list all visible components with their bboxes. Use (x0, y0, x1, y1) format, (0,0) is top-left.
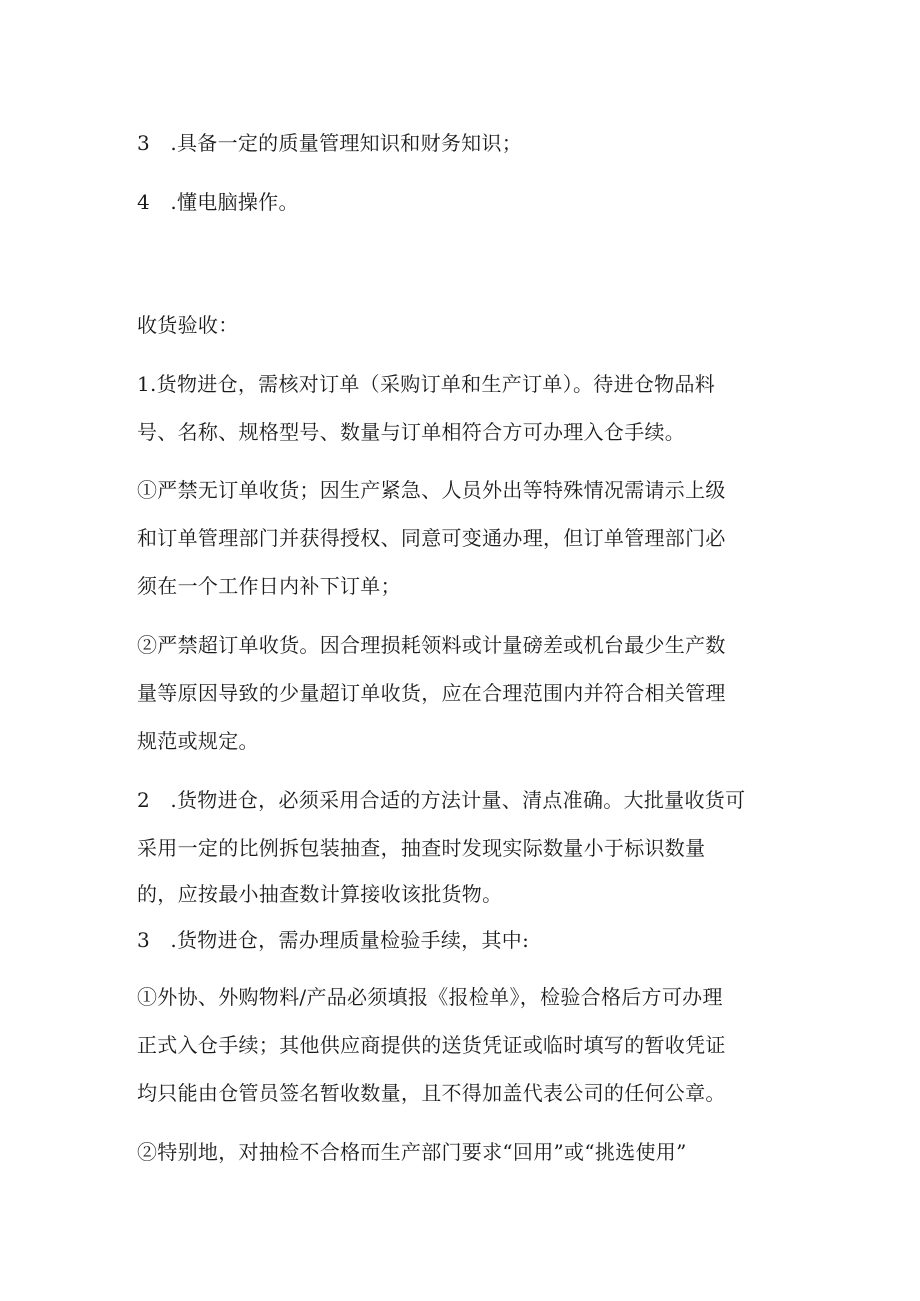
paragraph-3-line-1: 3 .货物进仓，需办理质量检验手续，其中: (137, 928, 530, 952)
clause-1b-line-3: 规范或规定。 (137, 729, 259, 753)
requirement-item-4: 4 .懂电脑操作。 (137, 190, 299, 214)
requirement-item-3: 3 .具备一定的质量管理知识和财务知识； (137, 131, 523, 155)
paragraph-1-line-2: 号、名称、规格型号、数量与订单相符合方可办理入仓手续。 (137, 420, 686, 444)
clause-1a-line-3: 须在一个工作日内补下订单； (137, 574, 401, 598)
clause-1b-line-1: ②严禁超订单收货。因合理损耗领料或计量磅差或机台最少生产数 (137, 633, 726, 657)
clause-3a-line-2: 正式入仓手续；其他供应商提供的送货凭证或临时填写的暂收凭证 (137, 1033, 726, 1057)
clause-1a-line-2: 和订单管理部门并获得授权、同意可变通办理，但订单管理部门必 (137, 526, 726, 550)
paragraph-1-line-1: 1.货物进仓，需核对订单（采购订单和生产订单）。待进仓物品料 (137, 372, 716, 396)
paragraph-2-line-1: 2 .货物进仓，必须采用合适的方法计量、清点准确。大批量收货可 (137, 788, 746, 812)
paragraph-2-line-2: 采用一定的比例拆包装抽查，抽查时发现实际数量小于标识数量 (137, 836, 706, 860)
paragraph-2-line-3: 的，应按最小抽查数计算接收该批货物。 (137, 882, 503, 906)
clause-3a-line-3: 均只能由仓管员签名暂收数量，且不得加盖代表公司的任何公章。 (137, 1081, 726, 1105)
clause-1a-line-1: ①严禁无订单收货；因生产紧急、人员外出等特殊情况需请示上级 (137, 478, 726, 502)
section-heading-receiving: 收货验收： (137, 313, 239, 337)
clause-3a-line-1: ①外协、外购物料/产品必须填报《报检单》，检验合格后方可办理 (137, 985, 723, 1009)
clause-1b-line-2: 量等原因导致的少量超订单收货，应在合理范围内并符合相关管理 (137, 681, 726, 705)
clause-3b-line-1: ②特别地，对抽检不合格而生产部门要求“回用”或“挑选使用” (137, 1140, 687, 1164)
